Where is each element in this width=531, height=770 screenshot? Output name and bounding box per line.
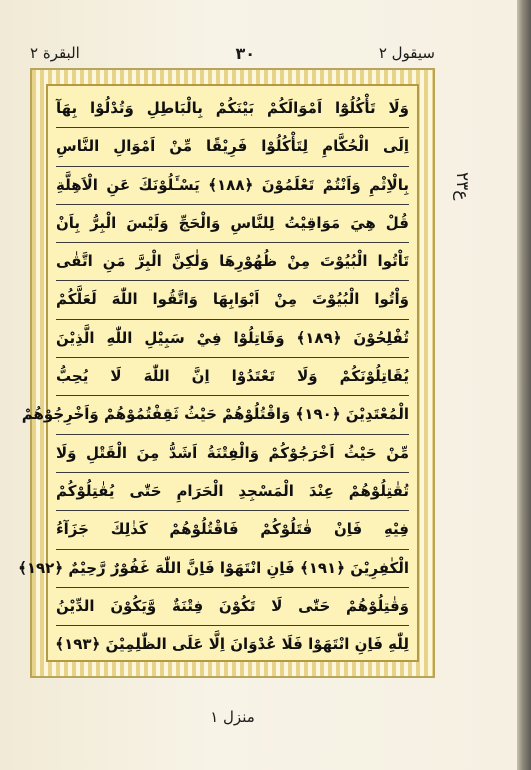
- book-spine-edge: [517, 0, 531, 770]
- ruku-marker: ع٢٣: [452, 172, 472, 201]
- decorative-border: [18, 68, 435, 678]
- text-line: يُقَاتِلُوْنَكُمْ وَلَا تَعْتَدُوْا اِنَّ اللّٰهَ لَا يُحِبُّ: [56, 358, 409, 396]
- text-line: وَقٰتِلُوْهُمْ حَتّٰى لَا تَكُوْنَ فِتْنَةٌ وَّيَكُوْنَ الدِّيْنُ: [56, 588, 409, 626]
- page-header: [30, 44, 435, 68]
- text-line: تَاْتُوا الْبُيُوْتَ مِنْ ظُهُوْرِهَا وَلٰكِنَّ الْبِرَّ مَنِ اتَّقٰى: [56, 243, 409, 281]
- text-line: مِّنْ حَيْثُ اَخْرَجُوْكُمْ وَالْفِتْنَةُ اَشَدُّ مِنَ الْقَتْلِ وَلَا: [56, 435, 409, 473]
- text-line: لِلّٰهِ فَاِنِ انْتَهَوْا فَلَا عُدْوَانَ اِلَّا عَلَى الظّٰلِمِيْنَ ﴿١٩٣﴾: [55, 635, 409, 654]
- text-line: اِلَى الْحُكَّامِ لِتَأْكُلُوْا فَرِيْقًا مِّنْ اَمْوَالِ النَّاسِ: [56, 128, 409, 166]
- text-line: وَلَا تَأْكُلُوْٓا اَمْوَالَكُمْ بَيْنَكُمْ بِالْبَاطِلِ وَتُدْلُوْا بِهَآ: [56, 90, 409, 128]
- page-number: ٣٠: [235, 44, 255, 63]
- text-line: بِالْاِثْمِ وَاَنْتُمْ تَعْلَمُوْنَ ﴿١٨٨﴾ يَسْـَٔلُوْنَكَ عَنِ الْاَهِلَّةِ: [56, 167, 409, 205]
- text-line: تُقٰتِلُوْهُمْ عِنْدَ الْمَسْجِدِ الْحَرَامِ حَتّٰى يُقٰتِلُوْكُمْ: [56, 473, 409, 511]
- text-block: [18, 84, 419, 662]
- text-line: فِيْهِ فَاِنْ قٰتَلُوْكُمْ فَاقْتُلُوْهُمْ كَذٰلِكَ جَزَآءُ: [56, 511, 409, 549]
- manzil-footer: منزل ١: [210, 708, 255, 726]
- text-line: تُفْلِحُوْنَ ﴿١٨٩﴾ وَقَاتِلُوْا فِيْ سَبِيْلِ اللّٰهِ الَّذِيْنَ: [56, 320, 409, 358]
- text-line: قُلْ هِيَ مَوَاقِيْتُ لِلنَّاسِ وَالْحَجِّ وَلَيْسَ الْبِرُّ بِاَنْ: [56, 205, 409, 243]
- surah-name: البقرة ٢: [30, 44, 80, 62]
- para-name: سیقول ٢: [378, 44, 435, 62]
- text-line: وَاْتُوا الْبُيُوْتَ مِنْ اَبْوَابِهَا وَاتَّقُوا اللّٰهَ لَعَلَّكُمْ: [56, 281, 409, 319]
- text-line: الْكٰفِرِيْنَ ﴿١٩١﴾ فَاِنِ انْتَهَوْا فَاِنَّ اللّٰهَ غَفُوْرٌ رَّحِيْمٌ ﴿١٩٢﴾: [56, 550, 409, 588]
- text-line: الْمُعْتَدِيْنَ ﴿١٩٠﴾ وَاقْتُلُوْهُمْ حَيْثُ ثَقِفْتُمُوْهُمْ وَاَخْرِجُوْهُمْ: [56, 396, 409, 434]
